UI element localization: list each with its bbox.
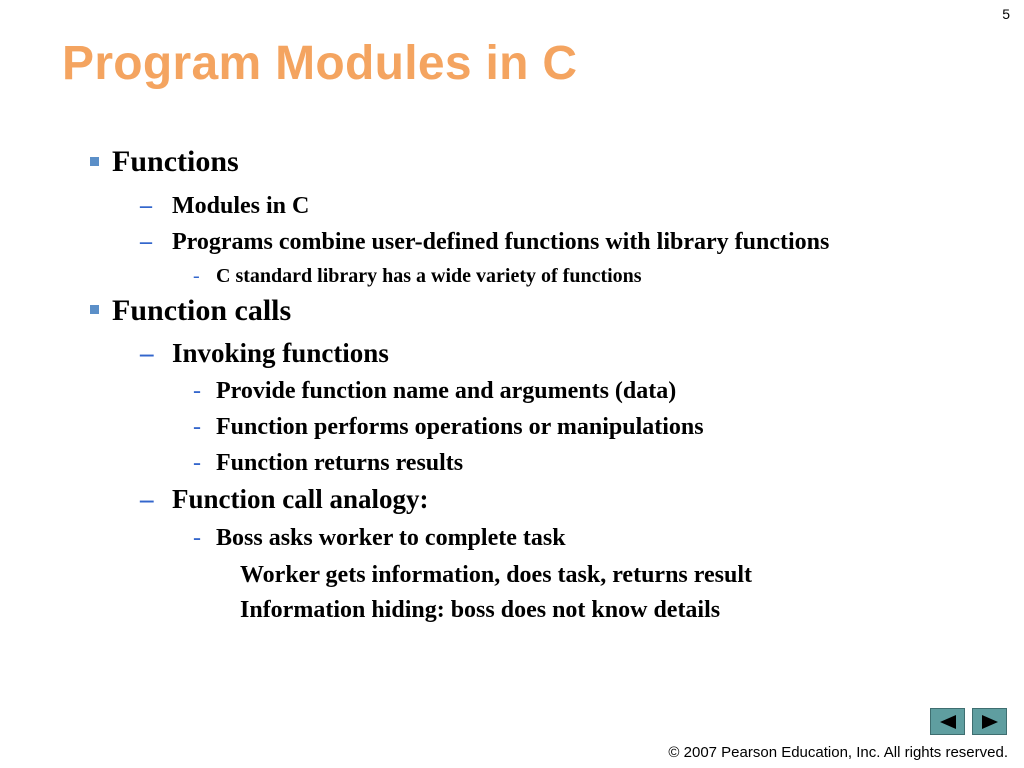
item-boss-asks-worker: Boss asks worker to complete task	[216, 525, 566, 551]
hyphen-marker: -	[193, 378, 201, 404]
dash-marker: –	[140, 193, 152, 219]
subbullet-modules-in-c: Modules in C	[172, 193, 310, 219]
subbullet-programs-combine: Programs combine user-defined functions with library functions	[172, 229, 830, 255]
hyphen-marker: -	[193, 265, 200, 287]
slide-title: Program Modules in C	[62, 37, 578, 90]
bullet-functions: Functions	[112, 145, 239, 178]
item-function-returns: Function returns results	[216, 450, 464, 476]
item-c-standard-library: C standard library has a wide variety of functions	[216, 265, 642, 287]
bullet-square-icon	[90, 157, 99, 166]
hyphen-marker: -	[193, 525, 201, 551]
dash-marker: –	[140, 484, 154, 514]
item-information-hiding: Information hiding: boss does not know details	[240, 597, 721, 623]
item-worker-gets-information: Worker gets information, does task, returns result	[240, 562, 752, 588]
hyphen-marker: -	[193, 450, 201, 476]
next-slide-button[interactable]	[972, 708, 1007, 735]
previous-slide-button[interactable]	[930, 708, 965, 735]
copyright-footer: © 2007 Pearson Education, Inc. All rights reserved.	[668, 744, 1008, 761]
hyphen-marker: -	[193, 414, 201, 440]
triangle-left-icon	[938, 714, 958, 730]
dash-marker: –	[140, 229, 152, 255]
bullet-square-icon	[90, 305, 99, 314]
bullet-function-calls: Function calls	[112, 294, 292, 327]
dash-marker: –	[140, 338, 154, 368]
subbullet-invoking-functions: Invoking functions	[172, 338, 389, 368]
triangle-right-icon	[980, 714, 1000, 730]
item-function-performs: Function performs operations or manipulations	[216, 414, 704, 440]
item-provide-function-name: Provide function name and arguments (data)	[216, 378, 677, 404]
page-number: 5	[1002, 6, 1010, 22]
subbullet-function-call-analogy: Function call analogy:	[172, 484, 429, 514]
